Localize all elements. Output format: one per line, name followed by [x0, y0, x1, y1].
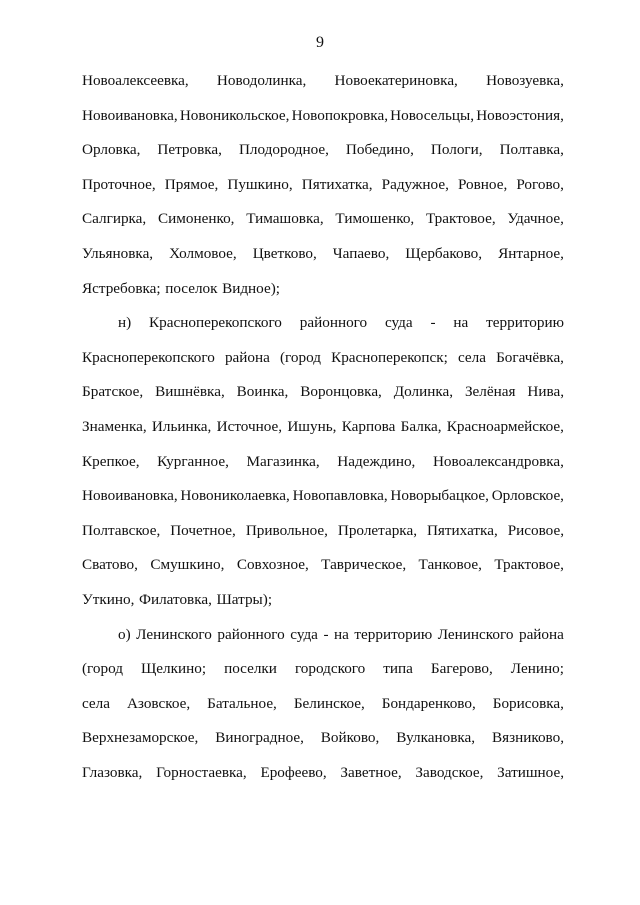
text-word: -	[430, 314, 436, 332]
text-word: поселок	[165, 279, 218, 297]
text-line	[82, 514, 564, 549]
text-line	[82, 168, 564, 203]
text-word: Прямое,	[164, 175, 219, 193]
text-word: Новопокровка,	[291, 106, 388, 124]
text-word: Знаменка,	[82, 417, 147, 435]
text-word: о)	[118, 625, 131, 643]
text-line	[82, 652, 564, 687]
text-word: Бондаренково,	[381, 694, 476, 712]
text-word: Багерово,	[430, 660, 493, 678]
text-word: Тимошенко,	[335, 210, 415, 228]
text-word: Щелкино;	[140, 660, 207, 678]
text-word: Воронцовка,	[300, 383, 382, 401]
text-word: Рогово,	[516, 175, 564, 193]
text-word: Пятихатка,	[301, 175, 373, 193]
text-word: Победино,	[345, 141, 414, 159]
text-word: района	[224, 348, 270, 366]
text-word: Пятихатка,	[426, 521, 498, 539]
text-word: Рисовое,	[507, 521, 564, 539]
text-word: Долинка,	[393, 383, 454, 401]
text-word: Войково,	[320, 729, 380, 747]
text-line	[82, 237, 564, 272]
text-word: -	[323, 625, 329, 643]
text-line	[82, 479, 564, 514]
text-word: (город	[279, 348, 321, 366]
text-word: Сватово,	[82, 556, 138, 574]
text-word: территорию	[354, 625, 433, 643]
text-word: Заветное,	[340, 763, 402, 781]
text-word: Чапаево,	[332, 244, 390, 262]
text-word: Азовское,	[126, 694, 191, 712]
text-word: Виноградное,	[215, 729, 304, 747]
text-word: Богачёвка,	[496, 348, 564, 366]
text-word: Источное,	[216, 417, 283, 435]
text-word: Новорыбацкое,	[390, 487, 489, 505]
text-line	[82, 272, 564, 307]
text-word: Проточное,	[82, 175, 156, 193]
text-word: Холмовое,	[169, 244, 237, 262]
text-word: Новоивановка,	[82, 487, 178, 505]
text-word: Видное);	[222, 279, 280, 297]
text-word: Батальное,	[207, 694, 277, 712]
text-word: Ленинского	[136, 625, 212, 643]
text-word: Красноперекопск;	[331, 348, 448, 366]
text-word: Ровное,	[457, 175, 508, 193]
text-word: Крепкое,	[82, 452, 140, 470]
text-word: Филатовка,	[138, 590, 212, 608]
text-word: (город	[82, 660, 123, 678]
text-word: Новозуевка,	[486, 72, 564, 89]
text-word: Глазовка,	[82, 763, 143, 781]
text-word: Орловка,	[82, 141, 141, 159]
text-word: Полтавка,	[499, 141, 564, 159]
text-word: Янтарное,	[498, 244, 564, 262]
text-word: Верхнезаморское,	[82, 729, 199, 747]
text-word: Пролетарка,	[337, 521, 417, 539]
text-word: Новоникольское,	[179, 106, 290, 124]
text-word: Затишное,	[497, 763, 564, 781]
page-number: 9	[316, 34, 324, 51]
text-word: типа	[383, 660, 413, 678]
text-word: районного	[299, 314, 368, 332]
text-line	[82, 375, 564, 410]
text-word: Воинка,	[236, 383, 289, 401]
text-word: Таврическое,	[321, 556, 407, 574]
text-line	[82, 618, 564, 653]
text-word: Пушкино,	[227, 175, 293, 193]
text-word: Новоэстония,	[476, 106, 564, 124]
text-word: Горностаевка,	[156, 763, 247, 781]
text-line	[82, 341, 564, 376]
text-word: Тимашовка,	[246, 210, 324, 228]
text-line	[82, 721, 564, 756]
text-word: суда	[384, 314, 413, 332]
text-word: Курганное,	[157, 452, 229, 470]
text-word: Почетное,	[170, 521, 236, 539]
text-word: Новоалександровка,	[432, 452, 564, 470]
text-word: Красноармейское,	[446, 417, 564, 435]
text-word: на	[453, 314, 469, 332]
text-word: Белинское,	[293, 694, 365, 712]
text-word: Салгирка,	[82, 210, 147, 228]
text-word: территорию	[486, 314, 564, 332]
text-word: Новониколаевка,	[180, 487, 290, 505]
text-word: Щербаково,	[405, 244, 483, 262]
document-body-text	[82, 64, 564, 790]
text-word: Шатры);	[216, 590, 273, 608]
text-word: Вулкановка,	[396, 729, 476, 747]
text-line	[82, 548, 564, 583]
text-word: Красноперекопского	[149, 314, 282, 332]
text-word: суда	[290, 625, 318, 643]
text-word: Полтавское,	[82, 521, 161, 539]
text-word: Привольное,	[245, 521, 328, 539]
text-word: Зелёная	[464, 383, 516, 401]
text-line	[82, 445, 564, 480]
text-word: Уткино,	[82, 590, 135, 608]
text-word: Балка,	[400, 417, 442, 435]
text-line	[82, 133, 564, 168]
text-word: Орловское,	[491, 487, 564, 505]
text-word: Карпова	[341, 417, 396, 435]
text-word: Ерофеево,	[260, 763, 327, 781]
text-word: городского	[294, 660, 366, 678]
text-word: Новосельцы,	[390, 106, 475, 124]
text-word: Совхозное,	[236, 556, 309, 574]
text-word: Радужное,	[381, 175, 449, 193]
text-word: района	[518, 625, 564, 643]
text-word: Плодородное,	[238, 141, 329, 159]
text-word: Заводское,	[415, 763, 484, 781]
text-line	[82, 306, 564, 341]
text-word: Новоалексеевка,	[82, 72, 189, 89]
text-word: Ильинка,	[151, 417, 212, 435]
text-line	[82, 99, 564, 134]
text-word: Ишунь,	[287, 417, 337, 435]
text-word: Братское,	[82, 383, 144, 401]
text-word: Новоекатериновка,	[334, 72, 458, 89]
text-word: Борисовка,	[492, 694, 564, 712]
text-word: Трактовое,	[425, 210, 496, 228]
text-word: Вишнёвка,	[155, 383, 225, 401]
text-word: Ленинского	[437, 625, 514, 643]
text-word: Вязниково,	[491, 729, 564, 747]
text-line	[82, 583, 564, 618]
text-word: Симоненко,	[158, 210, 235, 228]
text-word: поселки	[224, 660, 277, 678]
text-word: Ястребовка;	[82, 279, 161, 297]
text-line	[82, 756, 564, 791]
text-word: Новопавловка,	[292, 487, 388, 505]
text-line	[82, 410, 564, 445]
text-word: Красноперекопского	[82, 348, 215, 366]
text-word: Новоивановка,	[82, 106, 178, 124]
text-word: села	[82, 694, 110, 712]
text-word: Ленино;	[510, 660, 564, 678]
text-line	[82, 687, 564, 722]
text-word: Новодолинка,	[216, 72, 307, 89]
text-word: Смушкино,	[150, 556, 225, 574]
text-word: Удачное,	[507, 210, 564, 228]
text-line	[82, 64, 564, 99]
text-word: районного	[217, 625, 285, 643]
text-word: села	[457, 348, 486, 366]
text-word: Ульяновка,	[82, 244, 154, 262]
text-word: Надеждино,	[337, 452, 416, 470]
text-word: Нива,	[527, 383, 564, 401]
text-word: Цветково,	[252, 244, 317, 262]
text-word: на	[334, 625, 349, 643]
text-word: Петровка,	[157, 141, 222, 159]
text-line	[82, 202, 564, 237]
text-word: н)	[118, 314, 132, 332]
text-word: Магазинка,	[246, 452, 320, 470]
text-word: Танковое,	[418, 556, 482, 574]
text-word: Пологи,	[430, 141, 483, 159]
text-word: Трактовое,	[494, 556, 564, 574]
